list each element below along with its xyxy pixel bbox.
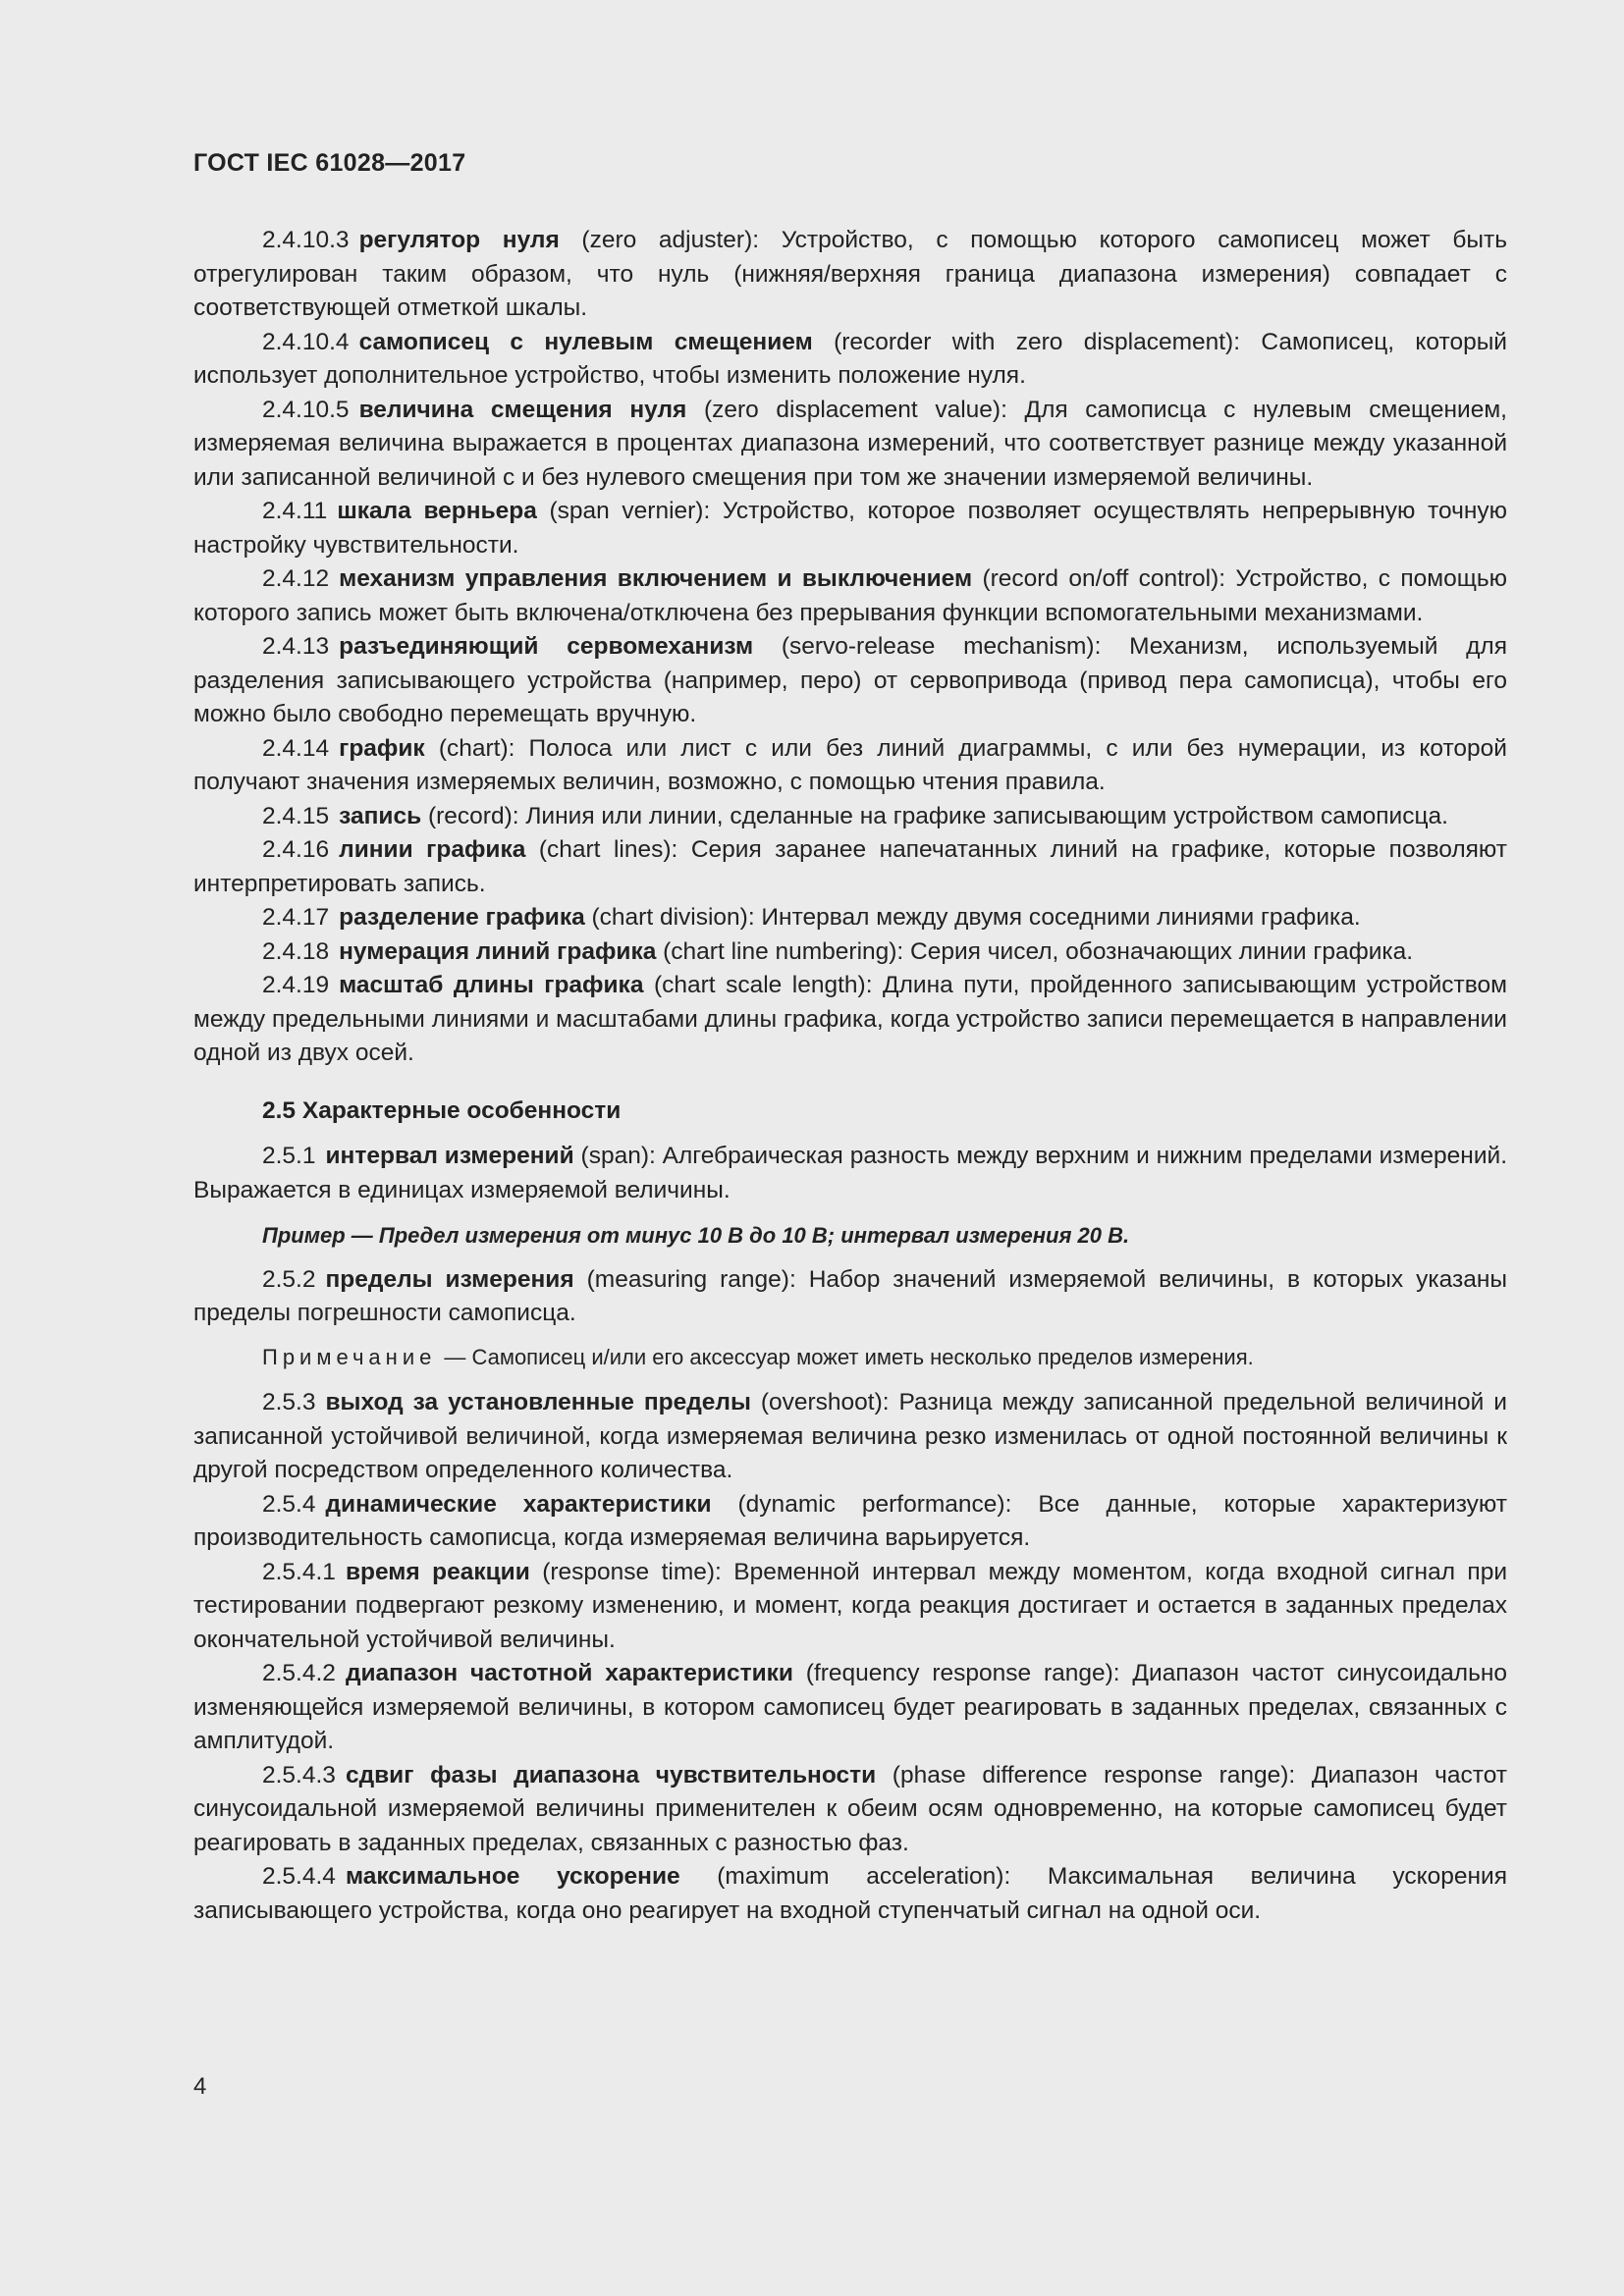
- clause-number: 2.4.17: [262, 904, 330, 931]
- clause-2-5-1: [193, 1140, 1507, 1207]
- clause-term: величина смещения нуля: [358, 396, 687, 423]
- clause-text: (zero adjuster): Устройство, с помощью которого самописец может быть отрегулирован таким образом, что нуль (нижняя/верхняя граница диапазона измерения) совпадает с соответствующей отметкой шкалы.: [193, 227, 1507, 321]
- clause-number: 2.5.1: [262, 1143, 316, 1169]
- note-text: — Самописец и/или его аксессуар может иметь несколько пределов измерения.: [444, 1344, 1254, 1369]
- clause-number: 2.4.11: [262, 498, 328, 524]
- clause-2-4-10-3: [193, 224, 1507, 326]
- clause-2-4-17: [193, 901, 1507, 935]
- clause-2-4-10-4: [193, 326, 1507, 394]
- clause-number: 2.4.15: [262, 802, 330, 829]
- clause-text: (servo-release mechanism): Механизм, используемый для разделения записывающего устройства (например, перо) от сервопривода (привод пера самописца), чтобы его можно было свободно перемещать вручную.: [193, 633, 1507, 727]
- clause-term: запись: [339, 802, 422, 829]
- clause-term: сдвиг фазы диапазона чувствительности: [345, 1761, 877, 1789]
- clause-term: время реакции: [345, 1558, 530, 1585]
- clause-text: (chart): Полоса или лист с или без линий диаграммы, с или без нумерации, из которой получают значения измеряемых величин, возможно, с помощью чтения правила.: [193, 734, 1507, 795]
- clause-2-4-18: [193, 935, 1507, 970]
- clause-term: шкала верньера: [337, 498, 537, 524]
- clause-term: самописец с нулевым смещением: [358, 328, 813, 355]
- clause-text: (record on/off control): Устройство, с помощью которого запись может быть включена/отключена без прерывания функции вспомогательными механизмами.: [193, 565, 1508, 626]
- clause-2-5-2: [193, 1263, 1507, 1331]
- clause-term: график: [339, 734, 425, 762]
- page-number: 4: [193, 2073, 207, 2100]
- clause-term: максимальное ускорение: [345, 1863, 680, 1890]
- clause-term: разделение графика: [339, 904, 585, 931]
- clause-2-4-14: [193, 732, 1507, 800]
- note: [193, 1341, 1507, 1375]
- clause-term: разъединяющий сервомеханизм: [339, 633, 754, 660]
- clause-2-4-12: [193, 562, 1507, 630]
- clause-term: диапазон частотной характеристики: [345, 1660, 793, 1686]
- clause-2-4-16: [193, 833, 1507, 901]
- clause-number: 2.5.4.3: [262, 1761, 336, 1789]
- section-heading: 2.5 Характерные особенности: [262, 1096, 622, 1124]
- clause-text: (overshoot): Разница между записанной предельной величиной и записанной устойчивой величиной, когда измеряемая величина резко изменилась от одной постоянной величины к другой посредством определенного количества.: [193, 1389, 1507, 1483]
- clause-number: 2.4.19: [262, 972, 330, 998]
- clause-term: механизм управления включением и выключением: [339, 565, 973, 592]
- clause-term: регулятор нуля: [358, 227, 560, 253]
- clause-text: (chart lines): Серия заранее напечатанных линий на графике, которые позволяют интерпретировать запись.: [193, 836, 1507, 897]
- clause-number: 2.4.10.5: [262, 396, 350, 423]
- clause-number: 2.5.4: [262, 1490, 316, 1518]
- clause-term: нумерация линий графика: [339, 937, 657, 965]
- clause-2-4-11: [193, 495, 1507, 562]
- clause-number: 2.5.2: [262, 1265, 316, 1293]
- clause-number: 2.4.10.3: [262, 227, 350, 253]
- clause-number: 2.4.18: [262, 937, 330, 965]
- clause-text: (chart scale length): Длина пути, пройденного записывающим устройством между предельными линиями и масштабами длины графика, когда устройство записи перемещается в направлении одной из двух осей.: [193, 972, 1507, 1066]
- clause-term: линии графика: [339, 836, 526, 863]
- example-text: Пример — Предел измерения от минус 10 В до 10 В; интервал измерения 20 В.: [262, 1223, 1130, 1248]
- clause-2-4-19: [193, 969, 1507, 1071]
- clause-number: 2.5.4.4: [262, 1863, 336, 1890]
- clause-2-4-15: [193, 800, 1507, 834]
- clause-text: (chart line numbering): Серия чисел, обозначающих линии графика.: [656, 937, 1414, 965]
- clause-text: (frequency response range): Диапазон частот синусоидально изменяющейся измеряемой величины, в котором самописец будет реагировать в заданных пределах, связанных с амплитудой.: [193, 1660, 1507, 1754]
- clause-term: пределы измерения: [325, 1265, 574, 1293]
- clause-text: (response time): Временной интервал между моментом, когда входной сигнал при тестировании подвергают резкому изменению, и момент, когда реакция достигает и остается в заданных пределах окончательной устойчивой величины.: [193, 1558, 1508, 1653]
- clause-text: (chart division): Интервал между двумя соседними линиями графика.: [584, 904, 1361, 931]
- clause-number: 2.4.12: [262, 565, 330, 592]
- clause-text: (phase difference response range): Диапазон частот синусоидальной измеряемой величины применителен к обеим осям одновременно, на которые самописец будет реагировать в заданных пределах, связанных с разностью фаз.: [193, 1761, 1507, 1856]
- clause-2-5-4-4: [193, 1860, 1507, 1928]
- clause-term: выход за установленные пределы: [325, 1389, 751, 1415]
- clause-term: интервал измерений: [325, 1143, 574, 1169]
- document-header: ГОСТ IEC 61028—2017: [193, 149, 466, 177]
- clause-term: масштаб длины графика: [339, 972, 644, 998]
- clause-2-4-10-5: [193, 394, 1507, 496]
- clause-number: 2.5.4.1: [262, 1558, 336, 1585]
- clause-2-4-13: [193, 630, 1507, 732]
- clause-number: 2.4.14: [262, 734, 330, 762]
- document-body: [193, 224, 1507, 1928]
- clause-number: 2.4.10.4: [262, 328, 350, 355]
- clause-text: (span vernier): Устройство, которое позволяет осуществлять непрерывную точную настройку чувствительности.: [193, 498, 1507, 559]
- clause-number: 2.5.3: [262, 1389, 316, 1415]
- clause-number: 2.4.13: [262, 633, 330, 660]
- clause-2-5-4: [193, 1488, 1507, 1556]
- clause-2-5-4-1: [193, 1556, 1507, 1658]
- clause-2-5-4-2: [193, 1657, 1507, 1759]
- note-label: Примечание: [262, 1344, 437, 1369]
- clause-text: (measuring range): Набор значений измеряемой величины, в которых указаны пределы погрешности самописца.: [193, 1265, 1507, 1326]
- clause-text: (zero displacement value): Для самописца с нулевым смещением, измеряемая величина выражается в процентах диапазона измерений, что соответствует разнице между указанной или записанной величиной с и без нулевого смещения при том же значении измеряемой величины.: [193, 396, 1507, 491]
- clause-term: динамические характеристики: [325, 1490, 712, 1518]
- clause-text: (maximum acceleration): Максимальная величина ускорения записывающего устройства, когда оно реагирует на входной ступенчатый сигнал на одной оси.: [193, 1863, 1507, 1924]
- clause-text: (dynamic performance): Все данные, которые характеризуют производительность самописца, когда измеряемая величина варьируется.: [193, 1490, 1507, 1551]
- clause-2-5-3: [193, 1386, 1507, 1488]
- clause-number: 2.4.16: [262, 836, 330, 863]
- clause-text: (record): Линия или линии, сделанные на графике записывающим устройством самописца.: [421, 802, 1448, 829]
- clause-2-5-4-3: [193, 1759, 1507, 1861]
- clause-number: 2.5.4.2: [262, 1660, 336, 1686]
- clause-text: (recorder with zero displacement): Самописец, который использует дополнительное устройство, чтобы изменить положение нуля.: [193, 328, 1507, 389]
- clause-text: (span): Алгебраическая разность между верхним и нижним пределами измерений. Выражается в единицах измеряемой величины.: [193, 1143, 1507, 1203]
